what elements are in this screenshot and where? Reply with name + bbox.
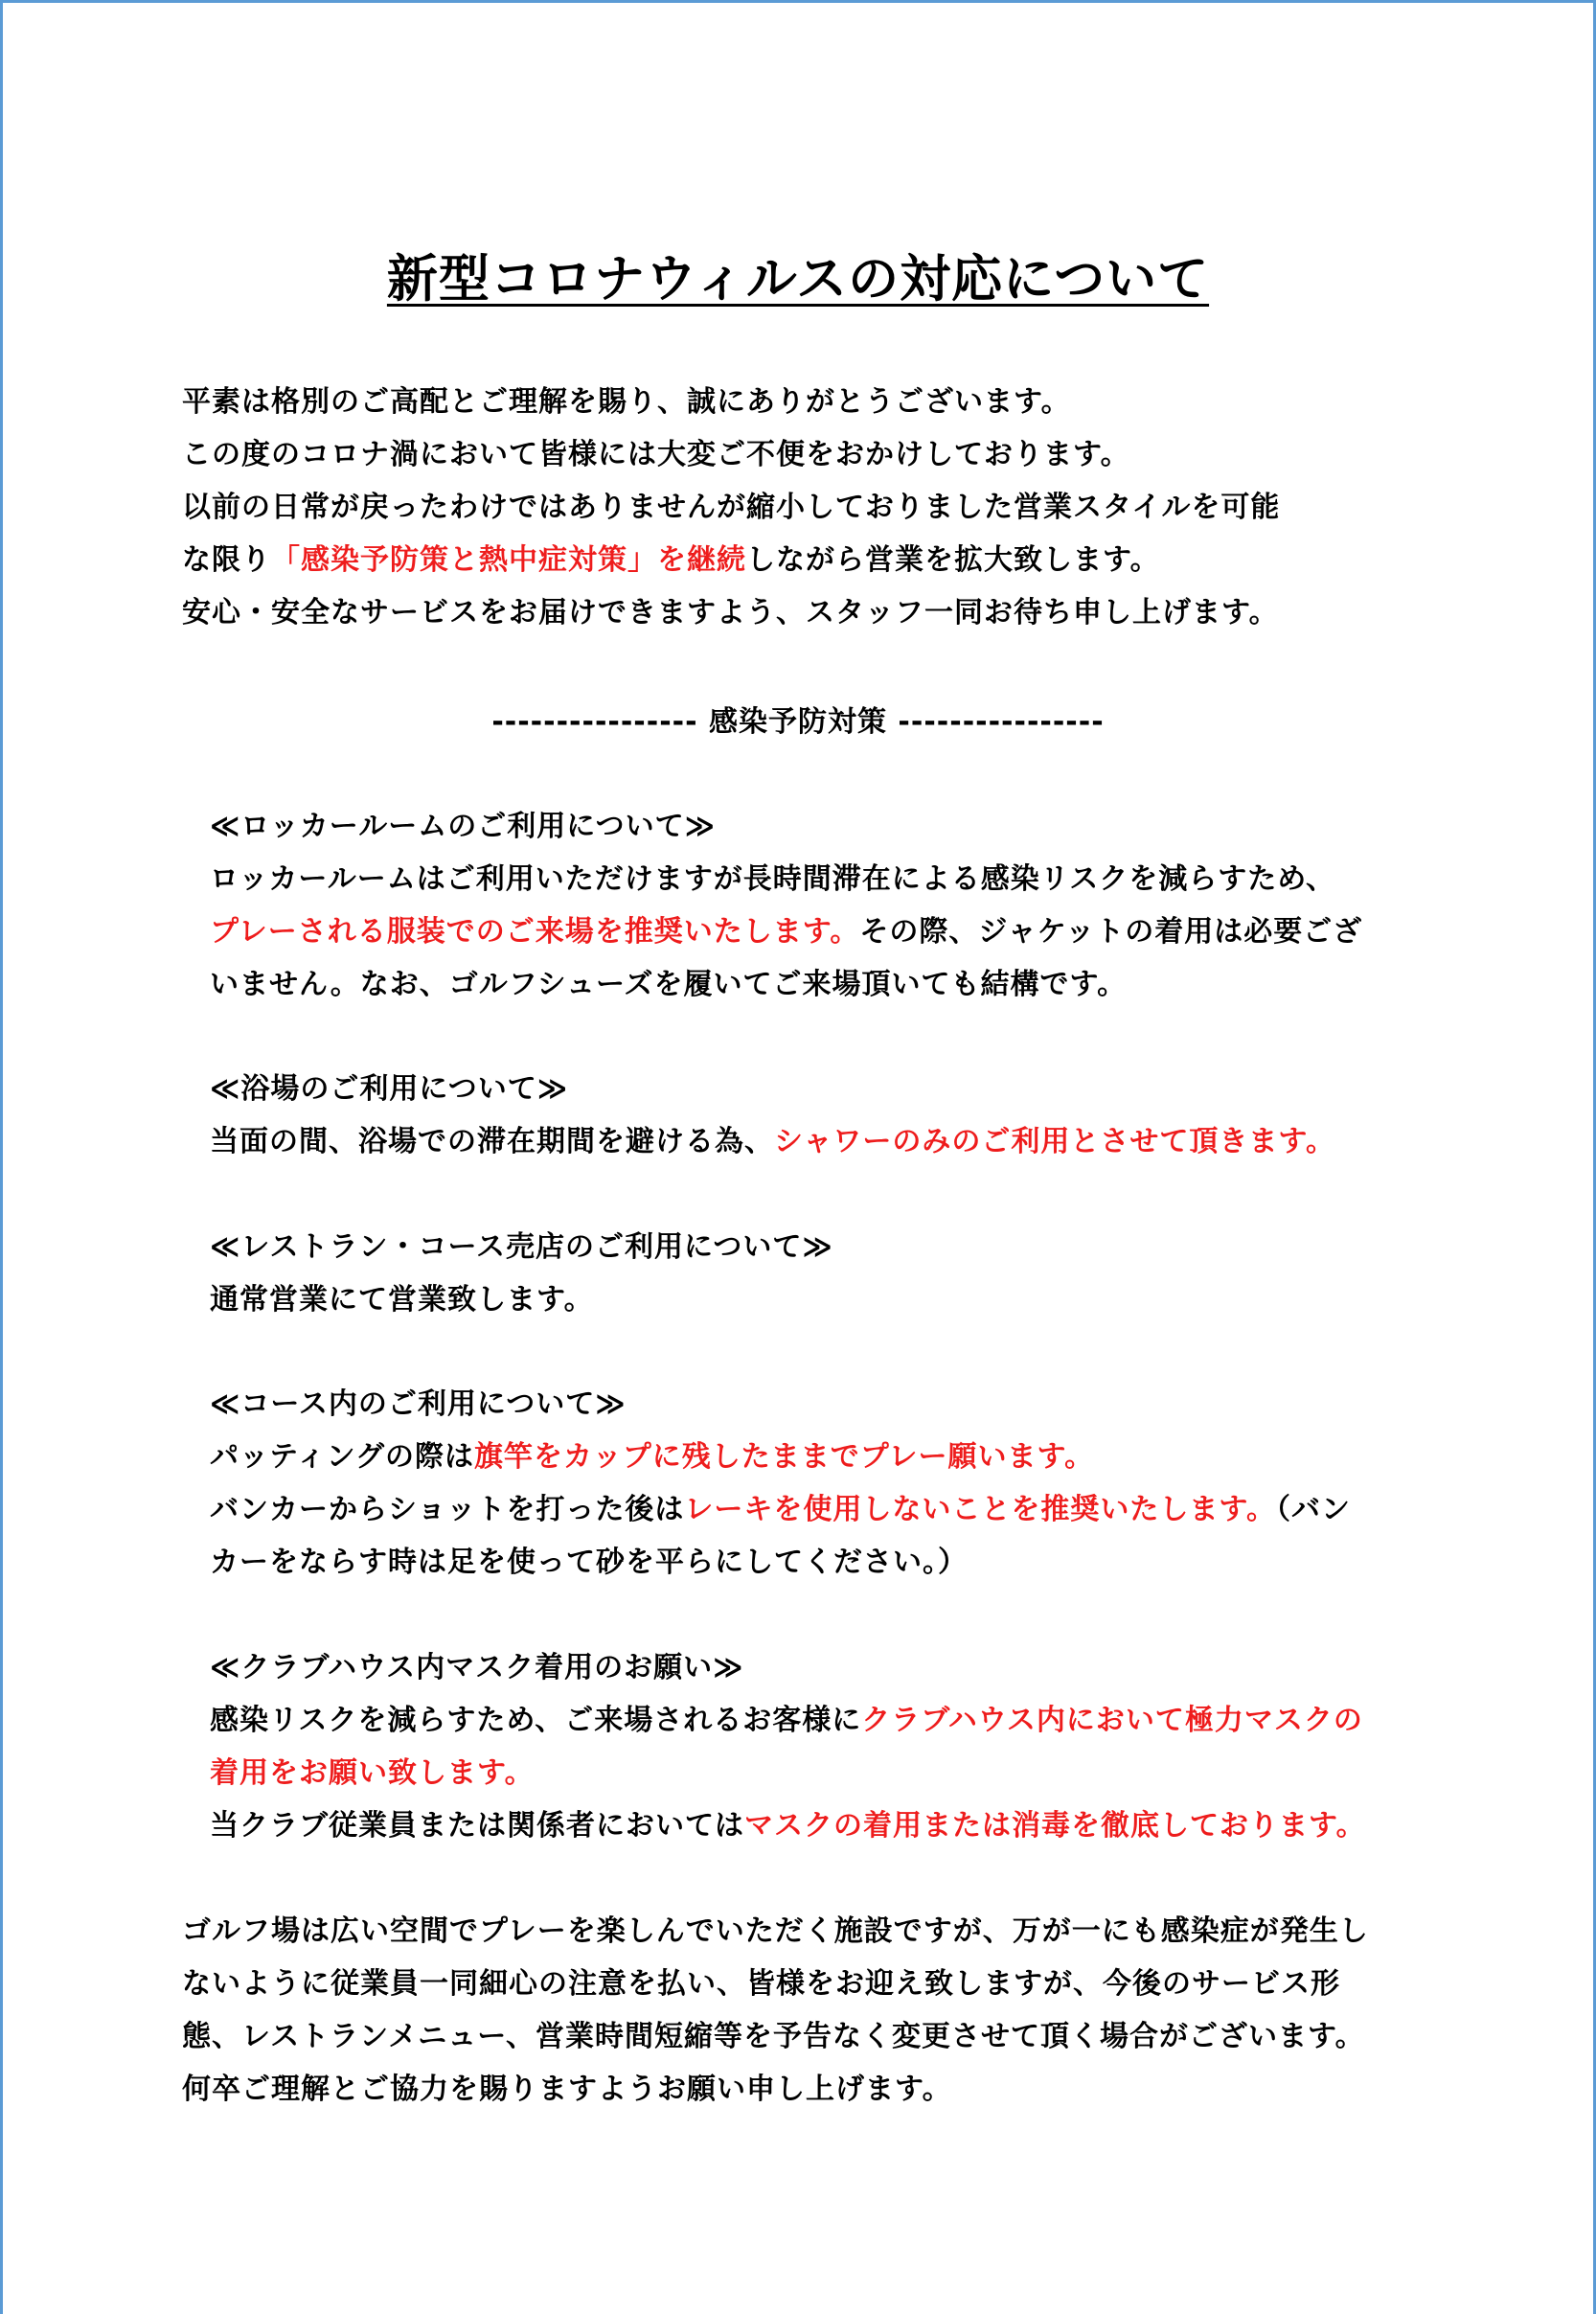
bath-heading: ≪浴場のご利用について≫ xyxy=(210,1072,569,1106)
course-heading: ≪コース内のご利用について≫ xyxy=(210,1387,627,1421)
mask-line-1 xyxy=(210,1702,1363,1740)
section-divider: ---------------- 感染予防対策 ---------------- xyxy=(491,705,1105,739)
mask-line-1-emphasis: クラブハウス内において極力マスクの xyxy=(861,1704,1363,1737)
intro-line-1: 平素は格別のご高配とご理解を賜り、誠にありがとうございます。 xyxy=(182,385,1071,419)
course-line-3: カーをならす時は足を使って砂を平らにしてください。） xyxy=(210,1546,968,1579)
mask-line-1-text: 感染リスクを減らすため、ご来場されるお客様に xyxy=(210,1704,862,1737)
closing-line-2: ないように従業員一同細心の注意を払い、皆様をお迎え致しますが、今後のサービス形 xyxy=(182,1967,1340,2001)
intro-line-3: 以前の日常が戻ったわけではありませんが縮小しておりました営業スタイルを可能 xyxy=(182,491,1281,524)
page-title-text: 新型コロナウィルスの対応について xyxy=(386,250,1210,309)
intro-line-4 xyxy=(182,541,1160,580)
locker-heading: ≪ロッカールームのご利用について≫ xyxy=(210,810,717,843)
bath-line-1-text: 当面の間、浴場での滞在期間を避ける為、 xyxy=(210,1125,774,1158)
closing-line-3: 態、レストランメニュー、営業時間短縮等を予告なく変更させて頂く場合がございます。 xyxy=(182,2020,1365,2053)
course-line-1-emphasis: 旗竿をカップに残したままでプレー願います。 xyxy=(474,1440,1095,1474)
mask-line-3-emphasis: マスクの着用または消毒を徹底しております。 xyxy=(744,1809,1366,1843)
page-title xyxy=(3,239,1593,311)
restaurant-line-1: 通常営業にて営業致します。 xyxy=(210,1283,594,1317)
locker-line-2-text: その際、ジャケットの着用は必要ござ xyxy=(859,915,1363,949)
bath-line-1 xyxy=(210,1123,1335,1161)
locker-line-2 xyxy=(210,913,1362,951)
intro-line-4-c: しながら営業を拡大致します。 xyxy=(746,543,1160,577)
locker-line-1: ロッカールームはご利用いただけますが長時間滞在による感染リスクを減らすため、 xyxy=(210,862,1335,896)
intro-line-2: この度のコロナ渦において皆様には大変ご不便をおかけしております。 xyxy=(182,438,1130,471)
course-line-1-text: パッティングの際は xyxy=(210,1440,474,1474)
mask-line-3-text: 当クラブ従業員または関係者においては xyxy=(210,1809,744,1843)
course-line-2-tail: （バン xyxy=(1276,1493,1352,1526)
mask-heading: ≪クラブハウス内マスク着用のお願い≫ xyxy=(210,1651,744,1684)
bath-line-1-emphasis: シャワーのみのご利用とさせて頂きます。 xyxy=(774,1125,1335,1158)
closing-line-4: 何卒ご理解とご協力を賜りますようお願い申し上げます。 xyxy=(182,2073,952,2106)
intro-line-5: 安心・安全なサービスをお届けできますよう、スタッフ一同お待ち申し上げます。 xyxy=(182,596,1279,630)
restaurant-heading: ≪レストラン・コース売店のご利用について≫ xyxy=(210,1230,833,1264)
intro-line-4-emphasis: 「感染予防策と熱中症対策」を継続 xyxy=(271,543,746,577)
locker-line-3: いません。なお、ゴルフシューズを履いてご来場頂いても結構です。 xyxy=(210,968,1128,1001)
course-line-2 xyxy=(210,1491,1351,1529)
course-line-2-emphasis: レーキを使用しないことを推奨いたします。 xyxy=(684,1493,1277,1526)
intro-line-4-a: な限り xyxy=(182,543,271,577)
closing-line-1: ゴルフ場は広い空間でプレーを楽しんでいただく施設ですが、万が一にも感染症が発生し xyxy=(182,1914,1369,1948)
mask-line-3 xyxy=(210,1807,1366,1845)
locker-line-2-emphasis: プレーされる服装でのご来場を推奨いたします。 xyxy=(210,915,860,949)
course-line-2-text: バンカーからショットを打った後は xyxy=(210,1493,685,1526)
mask-line-2: 着用をお願い致します。 xyxy=(210,1756,535,1790)
course-line-1 xyxy=(210,1438,1094,1477)
